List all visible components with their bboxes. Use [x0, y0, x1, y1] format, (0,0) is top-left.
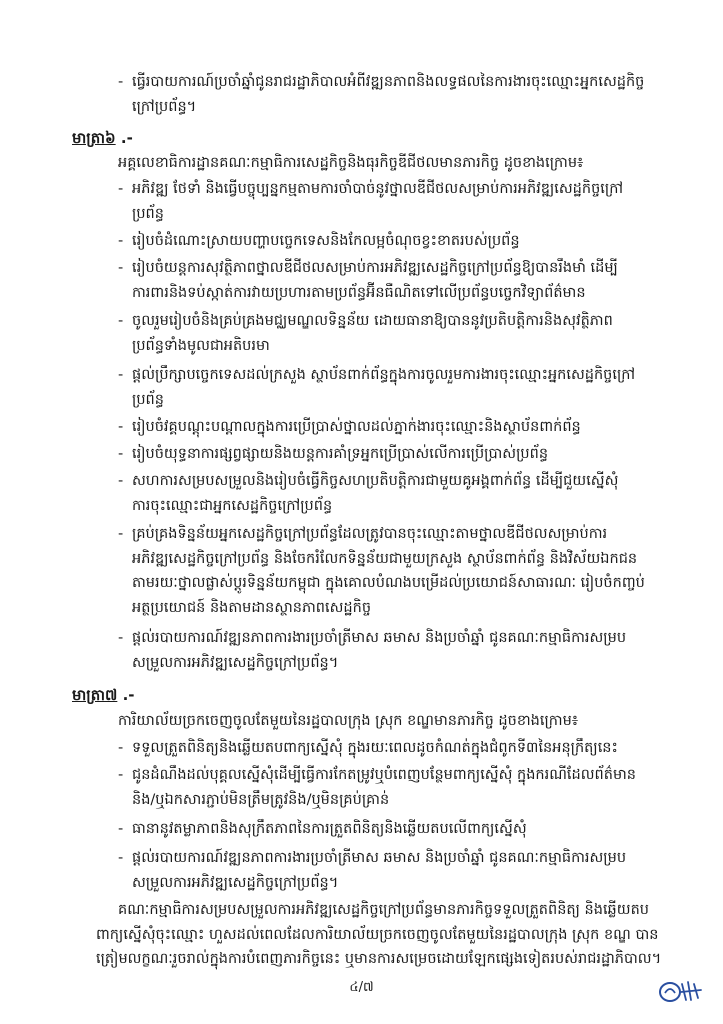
list-item: - រៀបចំយន្តការសុវត្ថិភាពថ្នាលឌីជីថលសម្រាប់ការអភិវឌ្ឍសេដ្ឋកិច្ចក្រៅប្រព័ន្ធឱ្យបានរឹងមាំ ដើម្បី ការពារនិងទប់ស្កាត់ការវាយប្រហារតាមប្រព័ន្ធអ៊ីនធឺណិតទៅលើប្រព័ន្ធបច្ចេកវិទ្យាព័ត៌មាន: [118, 260, 618, 301]
article6-heading-label: មាត្រា៦: [72, 129, 116, 147]
list-item: - អភិវឌ្ឍ ថែទាំ និងធ្វើបច្ចុប្បន្នកម្មតាមការចាំបាច់នូវថ្នាលឌីជីថលសម្រាប់ការអភិវឌ្ឍសេដ្ឋកិច្ចក្រៅ ប្រព័ន្ធ: [118, 181, 624, 222]
list-item: - ធានានូវតម្លាភាពនិងសុក្រឹតភាពនៃការត្រួតពិនិត្យនិងឆ្លើយតបលើពាក្យស្នើសុំ: [118, 821, 527, 837]
closing-line1: គណៈកម្មាធិការសម្របសម្រួលការអភិវឌ្ឍសេដ្ឋកិច្ចក្រៅប្រព័ន្ធមានភារកិច្ចទទួលត្រួតពិនិត្យ និងឆ្លើយតប: [118, 902, 649, 918]
article7-heading: [72, 683, 135, 707]
list-item: - គ្រប់គ្រងទិន្នន័យអ្នកសេដ្ឋកិច្ចក្រៅប្រព័ន្ធដែលត្រូវបានចុះឈ្មោះតាមថ្នាលឌីជីថលសម្រាប់ការ អភិវឌ្ឍសេដ្ឋកិច្ចក្រៅប្រព័ន្ធ និងចែករំលែកទិន្នន័យជាមួយក្រសួង ស្ថាប័នពាក់ព័ន្ធ និងវិស័យឯកជន តាមរយៈថ្នាលផ្លាស់ប្ដូរទិន្នន័យកម្ពុជា ក្នុងគោលបំណងបម្រើដល់ប្រយោជន៍សាធារណៈ រៀបចំកញ្ចប់ អត្ថប្រយោជន៍ និងតាមដានស្ថានភាពសេដ្ឋកិច្ច: [118, 526, 645, 616]
list-item: - ទទួលត្រួតពិនិត្យនិងឆ្លើយតបពាក្យស្នើសុំ ក្នុងរយៈពេលដូចកំណត់ក្នុងជំពូកទី៣នៃអនុក្រឹត្យនេះ: [118, 740, 618, 756]
list-item: - រៀបចំដំណោះស្រាយបញ្ហាបច្ចេកទេសនិងកែលម្អចំណុចខ្វះខាតរបស់ប្រព័ន្ធ: [118, 233, 520, 249]
list-item: - ជូនដំណឹងដល់បុគ្គលស្នើសុំដើម្បីធ្វើការកែតម្រូវឬបំពេញបន្ថែមពាក្យស្នើសុំ ក្នុងករណីដែលព័ត៌មាន និង/ឬឯកសារភ្ជាប់មិនត្រឹមត្រូវនិង/ឬមិនគ្រប់គ្រាន់: [118, 767, 636, 808]
top-bullet: - ធ្វើរបាយការណ៍ប្រចាំឆ្នាំជូនរាជរដ្ឋាភិបាលអំពីវឌ្ឍនភាពនិងលទ្ធផលនៃការងារចុះឈ្មោះអ្នកសេដ្ឋកិច្ច ក្រៅប្រព័ន្ធ។: [118, 70, 658, 119]
list-item: - ផ្ដល់របាយការណ៍វឌ្ឍនភាពការងារប្រចាំត្រីមាស ឆមាស និងប្រចាំឆ្នាំ ជូនគណៈកម្មាធិការសម្រប សម្រួលការអភិវឌ្ឍសេដ្ឋកិច្ចក្រៅប្រព័ន្ធ។: [118, 850, 627, 891]
article7-closing: [96, 898, 686, 972]
article6-intro: អគ្គលេខាធិការដ្ឋានគណៈកម្មាធិការសេដ្ឋកិច្ចនិងធុរកិច្ចឌីជីថលមានភារកិច្ច ដូចខាងក្រោម៖: [118, 155, 584, 171]
article6-heading-suffix: .-: [115, 129, 133, 147]
list-item: - រៀបចំវគ្គបណ្ដុះបណ្ដាលក្នុងការប្រើប្រាស់ថ្នាលដល់ភ្នាក់ងារចុះឈ្មោះនិងស្ថាប័នពាក់ព័ន្ធ: [118, 419, 581, 435]
top-bullet-line1: ធ្វើរបាយការណ៍ប្រចាំឆ្នាំជូនរាជរដ្ឋាភិបាលអំពីវឌ្ឍនភាពនិងលទ្ធផលនៃការងារចុះឈ្មោះអ្នកសេដ្ឋកិច្ច: [132, 74, 645, 90]
list-item: - ផ្ដល់ប្រឹក្សាបច្ចេកទេសដល់ក្រសួង ស្ថាប័នពាក់ព័ន្ធក្នុងការចូលរួមការងារចុះឈ្មោះអ្នកសេដ្ឋកិច្ចក្រៅ ប្រព័ន្ធ: [118, 367, 636, 408]
list-item: - សហការសម្របសម្រួលនិងរៀបចំធ្វើកិច្ចសហប្រតិបត្តិការជាមួយគូអង្គពាក់ព័ន្ធ ដើម្បីជួយស្នើសុំ ការចុះឈ្មោះជាអ្នកសេដ្ឋកិច្ចក្រៅប្រព័ន្ធ: [118, 473, 619, 514]
list-item: - ផ្ដល់របាយការណ៍វឌ្ឍនភាពការងារប្រចាំត្រីមាស ឆមាស និងប្រចាំឆ្នាំ ជូនគណៈកម្មាធិការសម្រប សម្រួលការអភិវឌ្ឍសេដ្ឋកិច្ចក្រៅប្រព័ន្ធ។: [118, 630, 627, 671]
article7-heading-suffix: .-: [117, 686, 135, 704]
list-item: - រៀបចំយុទ្ធនាការផ្សព្វផ្សាយនិងយន្តការគាំទ្រអ្នកប្រើប្រាស់លើការប្រើប្រាស់ប្រព័ន្ធ: [118, 446, 549, 462]
page-number: ៤/៧: [349, 980, 374, 995]
article6-heading: [72, 126, 133, 150]
closing-line2: ពាក្យស្នើសុំចុះឈ្មោះ ហួសដល់ពេលដែលការិយាល័យច្រកចេញចូលតែមួយនៃរដ្ឋបាលក្រុង ស្រុក ខណ្ឌ បាន: [96, 926, 659, 943]
article7-heading-label: មាត្រា៧: [72, 686, 118, 704]
article7-intro: ការិយាល័យច្រកចេញចូលតែមួយនៃរដ្ឋបាលក្រុង ស្រុក ខណ្ឌមានភារកិច្ច ដូចខាងក្រោម៖: [118, 713, 579, 729]
closing-line3: ត្រៀមលក្ខណៈរួចរាល់ក្នុងការបំពេញភារកិច្ចនេះ ឬមានការសម្រេចដោយឡែកផ្សេងទៀតរបស់រាជរដ្ឋាភិបាល។: [96, 951, 662, 967]
initials-seal-icon: [656, 976, 706, 1006]
list-item: - ចូលរួមរៀបចំនិងគ្រប់គ្រងមជ្ឈមណ្ឌលទិន្នន័យ ដោយធានាឱ្យបាននូវប្រតិបត្តិការនិងសុវត្ថិភាព ប្រព័ន្ធទាំងមូលជាអតិបរមា: [118, 313, 613, 354]
top-bullet-line2: ក្រៅប្រព័ន្ធ។: [132, 98, 197, 115]
